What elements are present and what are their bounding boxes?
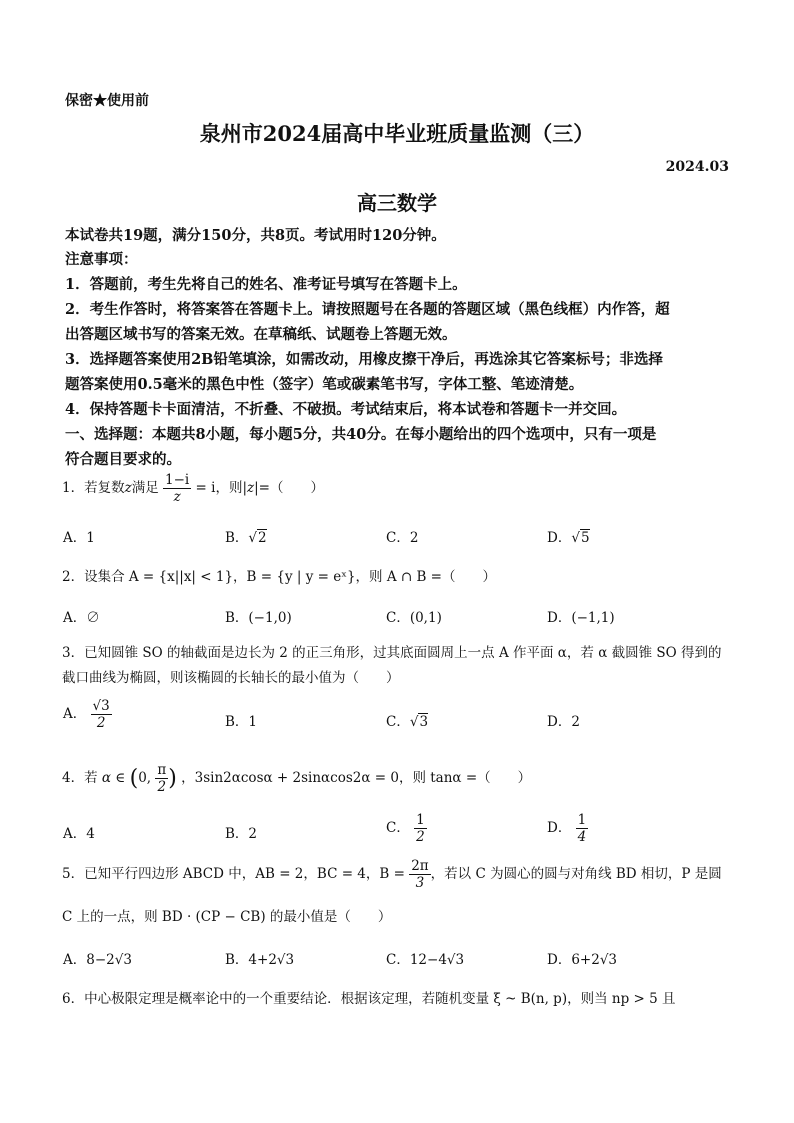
notice-item-1: 1．答题前，考生先将自己的姓名、准考证号填写在答题卡上。 [65, 276, 467, 293]
question-5-line1: 5．已知平行四边形 ABCD 中，AB = 2，BC = 4，B = $\frac{2\pi}{3}$ ，若以 C 为圆心的圆与对角线 BD 相切，P 是圆 [62, 858, 722, 891]
question-6-line1: 6．中心极限定理是概率论中的一个重要结论．根据该定理，若随机变量 ξ ~ B(n, p)，则当 np > 5 且 [62, 991, 676, 1007]
question-4: 4．若 α ∈ (0, $\frac{\pi}{2}$ ) ，3sin2αcosα + 2sinαcos2α = 0，则 tanα =（ ） [62, 762, 532, 795]
q5-option-d: D．6+2√3 [547, 952, 618, 968]
section-heading: 一、选择题：本题共8小题，每小题5分，共40分。在每小题给出的四个选项中，只有一项是 [65, 426, 657, 443]
q4-option-c: C． $\frac{1}{2}$ [386, 812, 425, 845]
exam-date: 2024.03 [665, 159, 729, 175]
question-1: 1．若复数z满足 $\frac{1-i}{z}$ = i，则|z|=（ ） [62, 472, 324, 505]
q1-option-a: A．1 [63, 530, 95, 546]
q1-option-c: C．2 [386, 530, 419, 546]
q2-option-b: B．(−1,0) [225, 610, 292, 626]
q3-option-d: D．2 [547, 714, 580, 730]
exam-intro: 本试卷共19题，满分150分，共8页。考试用时120分钟。 [65, 227, 446, 244]
notice-item-3-cont: 题答案使用0.5毫米的黑色中性（签字）笔或碳素笔书写，字体工整、笔迹清楚。 [65, 376, 584, 393]
notice-heading: 注意事项： [65, 251, 138, 268]
q3-option-b: B．1 [225, 714, 258, 730]
q4-option-b: B．2 [225, 826, 258, 842]
q4-option-a: A．4 [63, 826, 95, 842]
secret-mark: 保密★使用前 [65, 93, 149, 109]
notice-item-4: 4．保持答题卡卡面清洁，不折叠、不破损。考试结束后，将本试卷和答题卡一并交回。 [65, 401, 627, 418]
question-3-line1: 3．已知圆锥 SO 的轴截面是边长为 2 的正三角形，过其底面圆周上一点 A 作平面 α，若 α 截圆锥 SO 得到的 [62, 645, 722, 661]
notice-item-2: 2．考生作答时，将答案答在答题卡上。请按照题号在各题的答题区域（黑色线框）内作答，超 [65, 301, 670, 318]
q2-option-d: D．(−1,1) [547, 610, 615, 626]
q2-option-a: A．∅ [63, 610, 100, 626]
q4-option-d: D． $\frac{1}{4}$ [547, 812, 587, 845]
question-3-line2: 截口曲线为椭圆，则该椭圆的长轴长的最小值为（ ） [62, 670, 400, 686]
fraction: $\frac{1-i}{z}$ [165, 472, 190, 505]
exam-title: 泉州市2024届高中毕业班质量监测（三） [199, 121, 595, 146]
notice-item-3: 3．选择题答案使用2B铅笔填涂，如需改动，用橡皮擦干净后，再选涂其它答案标号；非选择 [65, 351, 663, 368]
q1-option-d: D．√5 [547, 530, 590, 546]
exam-subject: 高三数学 [357, 191, 437, 215]
q5-option-c: C．12−4√3 [386, 952, 465, 968]
q5-option-a: A．8−2√3 [63, 952, 132, 968]
q3-option-a: A． $\frac{√3}{2}$ [63, 698, 110, 731]
q2-option-c: C．(0,1) [386, 610, 442, 626]
question-2: 2．设集合 A = {x||x| < 1}，B = {y | y = eˣ}，则 A ∩ B =（ ） [62, 569, 496, 585]
question-5-line2: C 上的一点，则 BD · (CP − CB) 的最小值是（ ） [62, 909, 392, 925]
q1-option-b: B．√2 [225, 530, 267, 546]
section-heading-cont: 符合题目要求的。 [65, 451, 181, 468]
notice-item-2-cont: 出答题区域书写的答案无效。在草稿纸、试题卷上答题无效。 [65, 326, 457, 343]
q5-option-b: B．4+2√3 [225, 952, 295, 968]
q3-option-c: C．√3 [386, 714, 429, 730]
